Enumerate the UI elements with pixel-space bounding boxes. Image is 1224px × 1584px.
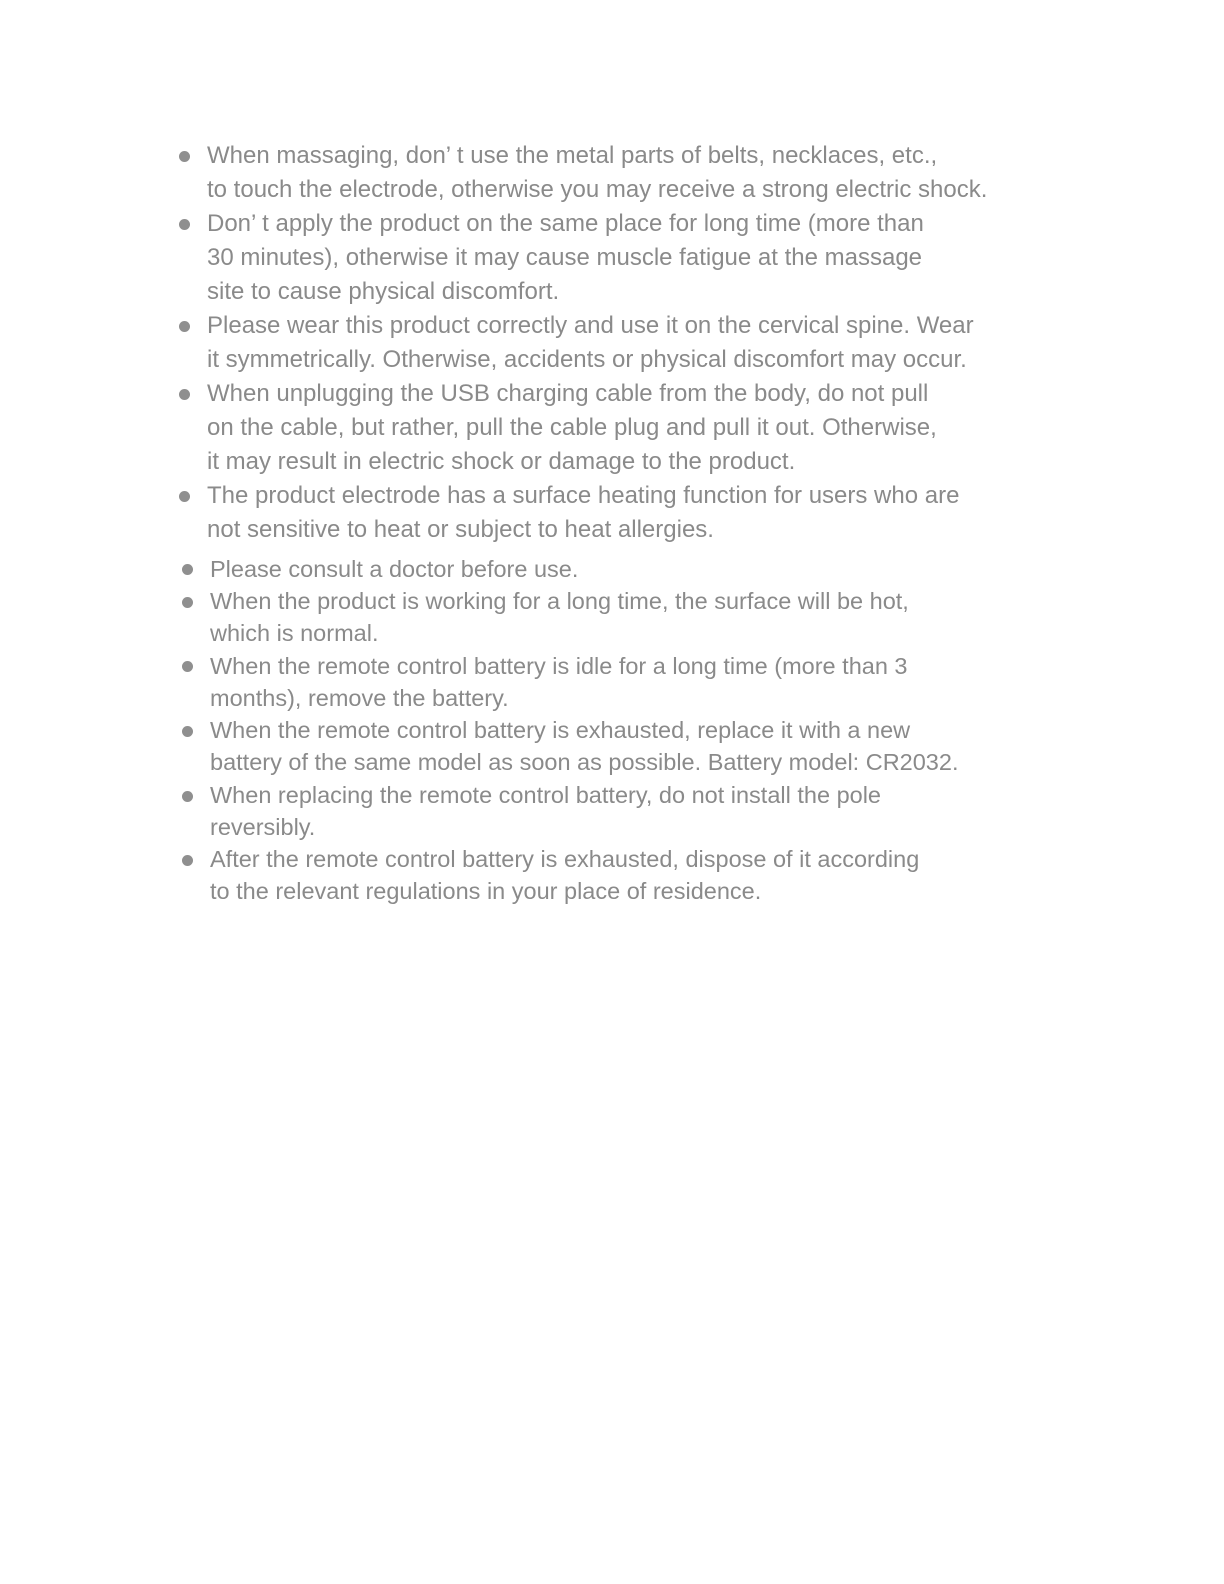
warning-line: When replacing the remote control battery, do not install the pole <box>210 782 882 808</box>
bullet-icon <box>179 389 190 400</box>
warning-line: site to cause physical discomfort. <box>207 278 560 305</box>
warning-line: Don’ t apply the product on the same place for long time (more than <box>207 210 924 237</box>
bullet-icon <box>179 321 190 332</box>
warning-line: which is normal. <box>210 620 379 646</box>
warning-line: When massaging, don’ t use the metal parts of belts, necklaces, etc., <box>207 142 938 169</box>
warning-line: When unplugging the USB charging cable from the body, do not pull <box>207 380 929 407</box>
warning-line: battery of the same model as soon as possible. Battery model: CR2032. <box>210 749 959 775</box>
warning-line: months), remove the battery. <box>210 685 509 711</box>
bullet-icon <box>179 219 190 230</box>
warning-line: reversibly. <box>210 814 316 840</box>
bullet-icon <box>182 791 193 802</box>
warning-line: Please wear this product correctly and use it on the cervical spine. Wear <box>207 312 974 339</box>
warning-line: it may result in electric shock or damage to the product. <box>207 448 796 475</box>
warning-line: After the remote control battery is exhausted, dispose of it according <box>210 846 920 872</box>
bullet-icon <box>182 661 193 672</box>
warning-line: When the remote control battery is idle for a long time (more than 3 <box>210 653 908 679</box>
warning-line: it symmetrically. Otherwise, accidents or physical discomfort may occur. <box>207 346 967 373</box>
bullet-icon <box>182 597 193 608</box>
warning-line: The product electrode has a surface heating function for users who are <box>207 482 960 509</box>
warning-line: 30 minutes), otherwise it may cause muscle fatigue at the massage <box>207 244 923 271</box>
warning-line: to the relevant regulations in your place of residence. <box>210 878 762 904</box>
bullet-icon <box>182 564 193 575</box>
warning-line: not sensitive to heat or subject to heat allergies. <box>207 516 714 543</box>
bullet-icon <box>179 151 190 162</box>
bullet-icon <box>182 726 193 737</box>
warning-line: When the product is working for a long time, the surface will be hot, <box>210 588 909 614</box>
warning-line: When the remote control battery is exhausted, replace it with a new <box>210 717 911 743</box>
warning-line: to touch the electrode, otherwise you may receive a strong electric shock. <box>207 176 988 203</box>
warning-line: on the cable, but rather, pull the cable plug and pull it out. Otherwise, <box>207 414 937 441</box>
warning-line: Please consult a doctor before use. <box>210 556 579 582</box>
bullet-icon <box>179 491 190 502</box>
bullet-icon <box>182 855 193 866</box>
